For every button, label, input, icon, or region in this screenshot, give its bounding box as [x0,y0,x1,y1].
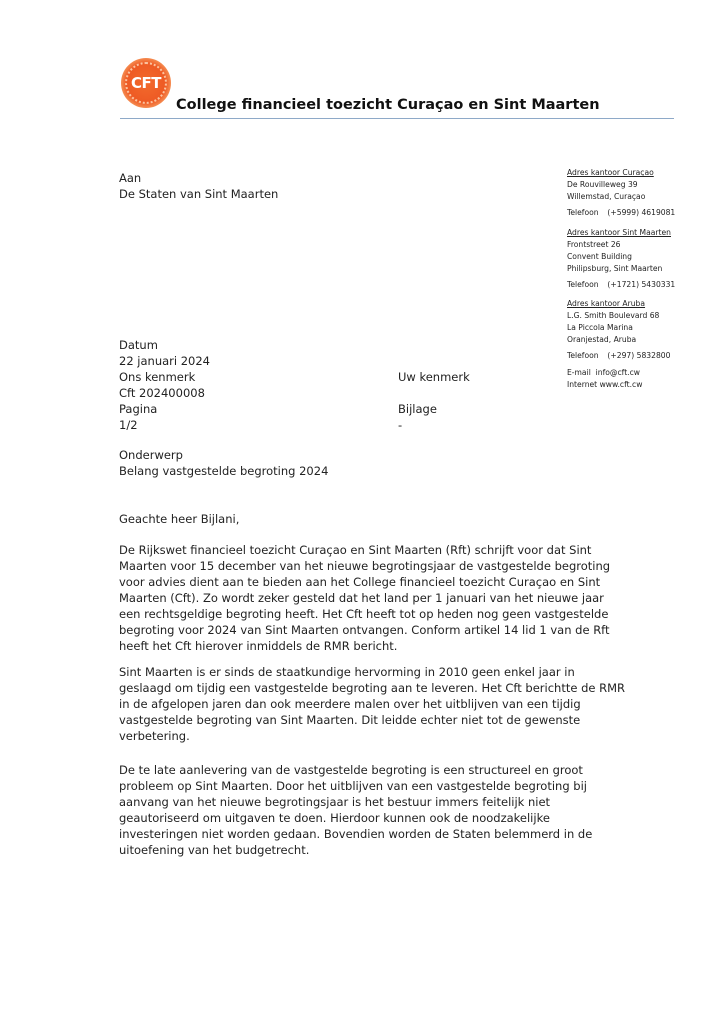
paragraph-line: voor advies dient aan te bieden aan het College financieel toezicht Curaçao en Sint [119,575,601,589]
office-curacao [567,167,675,219]
paragraph-line: Maarten voor 15 december van het nieuwe begrotingsjaar de vastgestelde begroting [119,559,611,573]
paragraph-line: geslaagd om tijdig een vastgestelde begroting aan te leveren. Het Cft berichtte de RMR [119,681,626,695]
datum-label: Datum [119,338,158,352]
cft-logo [121,58,171,108]
datum-value: 22 januari 2024 [119,354,211,368]
paragraph-line: aanvang van het nieuwe begrotingsjaar is het bestuur immers feitelijk niet [119,795,551,809]
office-sint-maarten [567,227,675,291]
pagina-value: 1/2 [119,418,138,432]
paragraph-line: Maarten (Cft). Zo wordt zeker gesteld dat het land per 1 januari van het nieuwe jaar [119,591,604,605]
onderwerp-value: Belang vastgestelde begroting 2024 [119,464,329,478]
onderwerp-label: Onderwerp [119,448,183,462]
header-divider [120,118,674,119]
phone-number: (+1721) 5430331 [607,280,676,289]
internet-line [567,379,642,391]
paragraph-line: uitoefening van het budgetrecht. [119,843,310,857]
body-paragraph-2 [119,664,626,744]
body-paragraph-3 [119,762,599,858]
office-address-line: Willemstad, Curaçao [567,192,646,201]
email-label: E-mail [567,368,591,377]
office-address-line: Oranjestad, Aruba [567,335,637,344]
paragraph-line: De te late aanlevering van de vastgestelde begroting is een structureel en groot [119,763,583,777]
office-address-line: L.G. Smith Boulevard 68 [567,311,660,320]
salutation: Geachte heer Bijlani, [119,512,240,526]
paragraph-line: heeft het Cft hierover inmiddels de RMR bericht. [119,639,398,653]
office-aruba [567,298,670,362]
organization-title: College financieel toezicht Curaçao en Sint Maarten [176,97,600,113]
addressee-name: De Staten van Sint Maarten [119,187,279,201]
bijlage-value: - [398,418,403,432]
pagina-label: Pagina [119,402,158,416]
office-address-line: Convent Building [567,252,632,261]
contact-block [567,367,642,391]
office-address-line: La Piccola Marina [567,323,633,332]
paragraph-line: geautoriseerd om uitgaven te doen. Hierdoor kunnen ook de noodzakelijke [119,811,550,825]
office-phone [567,350,670,362]
bijlage-label: Bijlage [398,402,437,416]
website-link[interactable]: www.cft.cw [599,380,643,389]
paragraph-line: De Rijkswet financieel toezicht Curaçao en Sint Maarten (Rft) schrijft voor dat Sint [119,543,592,557]
paragraph-line: vastgestelde begroting van Sint Maarten. Dit leidde echter niet tot de gewenste [119,713,581,727]
email-link[interactable]: info@cft.cw [595,368,640,377]
office-heading: Adres kantoor Aruba [567,299,646,308]
office-address-line: De Rouvilleweg 39 [567,180,638,189]
phone-label: Telefoon [567,208,599,217]
uw-kenmerk-label: Uw kenmerk [398,370,470,384]
paragraph-line: een rechtsgeldige begroting heeft. Het Cft heeft tot op heden nog geen vastgestelde [119,607,609,621]
paragraph-line: Sint Maarten is er sinds de staatkundige hervorming in 2010 geen enkel jaar in [119,665,575,679]
office-address-line: Frontstreet 26 [567,240,621,249]
logo-text: CFT [131,74,161,92]
phone-label: Telefoon [567,351,599,360]
paragraph-line: investeringen niet worden gedaan. Bovendien worden de Staten belemmerd in de [119,827,593,841]
addressee-label: Aan [119,171,142,185]
phone-label: Telefoon [567,280,599,289]
office-phone [567,207,675,219]
internet-label: Internet [567,380,598,389]
office-heading: Adres kantoor Sint Maarten [567,228,671,237]
phone-number: (+297) 5832800 [607,351,671,360]
phone-number: (+5999) 4619081 [607,208,676,217]
paragraph-line: in de afgelopen jaren dan ook meerdere malen over het uitblijven van een tijdig [119,697,581,711]
office-heading: Adres kantoor Curaçao [567,168,654,177]
paragraph-line: verbetering. [119,729,190,743]
body-paragraph-1 [119,542,611,654]
email-line [567,367,642,379]
ons-kenmerk-value: Cft 202400008 [119,386,205,400]
office-address-line: Philipsburg, Sint Maarten [567,264,663,273]
ons-kenmerk-label: Ons kenmerk [119,370,196,384]
office-phone [567,279,675,291]
paragraph-line: probleem op Sint Maarten. Door het uitblijven van een vastgestelde begroting bij [119,779,587,793]
paragraph-line: begroting voor 2024 van Sint Maarten ontvangen. Conform artikel 14 lid 1 van de Rft [119,623,610,637]
